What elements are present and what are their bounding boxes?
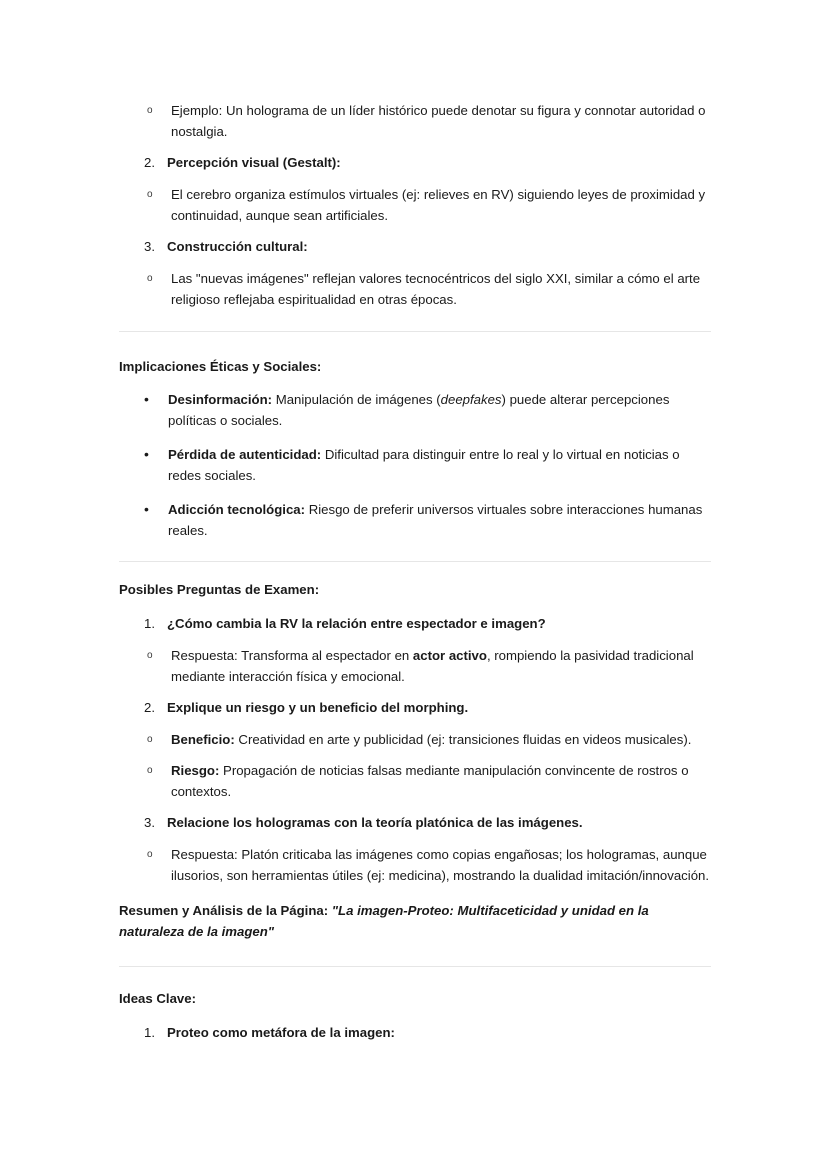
answer-text	[171, 645, 711, 687]
list-item	[119, 152, 711, 173]
list-item	[119, 697, 711, 718]
question-text: ¿Cómo cambia la RV la relación entre espectador e imagen?	[167, 616, 546, 631]
list-item-text: Ejemplo: Un holograma de un líder histórico puede denotar su figura y connotar autoridad o nostalgia.	[171, 103, 706, 139]
section-heading-resumen	[119, 900, 711, 942]
spacer	[119, 541, 711, 561]
list-item	[119, 444, 711, 486]
disc-bullet-icon: •	[144, 391, 149, 407]
spacer	[119, 377, 711, 389]
list-item-body-a: Riesgo de preferir universos virtuales sobre interacciones humanas reales.	[168, 502, 703, 538]
list-item	[119, 613, 711, 634]
list-item	[119, 184, 711, 226]
spacer	[119, 967, 711, 988]
section-heading-implicaciones: Implicaciones Éticas y Sociales:	[119, 359, 322, 374]
list-item	[119, 100, 711, 142]
list-item	[119, 268, 711, 310]
answer-bold: actor activo	[412, 648, 487, 663]
hollow-circle-bullet-icon: o	[147, 105, 153, 116]
numbered-list-ideas-clave-1	[119, 1022, 711, 1043]
spacer	[119, 142, 711, 152]
sublist-ejemplo	[119, 100, 711, 142]
spacer	[119, 634, 711, 645]
list-item	[119, 645, 711, 687]
bullet-list-implicaciones	[119, 389, 711, 431]
list-item-lead: Desinformación:	[168, 392, 273, 407]
list-number-marker: 2.	[144, 155, 155, 170]
list-item	[119, 760, 711, 802]
list-item-body-b: ) puede alterar percepciones políticas o sociales.	[168, 392, 670, 428]
hollow-circle-bullet-icon: o	[147, 734, 153, 745]
spacer	[119, 886, 711, 900]
spacer	[119, 173, 711, 184]
bullet-list-adiccion-tecnologica	[119, 499, 711, 541]
sublist-answer-1	[119, 645, 711, 687]
sublist-percepcion-visual	[119, 184, 711, 226]
list-item	[119, 812, 711, 833]
section-heading-preguntas: Posibles Preguntas de Examen:	[119, 582, 320, 597]
list-item	[119, 844, 711, 886]
list-item	[119, 1022, 711, 1043]
answer-text: Respuesta: Platón criticaba las imágenes como copias engañosas; los hologramas, aunque ilusorios, son herramientas útiles (ej: medicina), mostrando la dualidad imitación/innovación.	[171, 847, 710, 883]
numbered-question-1	[119, 613, 711, 634]
list-number-marker: 2.	[144, 700, 155, 715]
list-item-text: Las "nuevas imágenes" reflejan valores tecnocéntricos del siglo XXI, similar a cómo el arte religioso reflejaba espiritualidad en otras épocas.	[171, 271, 701, 307]
spacer	[119, 833, 711, 844]
answer-body: Creatividad en arte y publicidad (ej: transiciones fluidas en videos musicales).	[234, 732, 692, 747]
resumen-lead: Resumen y Análisis de la Página:	[119, 903, 332, 918]
answer-part-b: , rompiendo la pasividad tradicional mediante interacción física y emocional.	[171, 648, 694, 684]
hollow-circle-bullet-icon: o	[147, 849, 153, 860]
list-item-lead: Adicción tecnológica:	[168, 502, 306, 517]
list-item	[119, 499, 711, 541]
list-item-text: El cerebro organiza estímulos virtuales (ej: relieves en RV) siguiendo leyes de proximidad y continuidad, aunque sean artificiales.	[171, 187, 706, 223]
spacer	[119, 486, 711, 499]
sublist-construccion-cultural	[119, 268, 711, 310]
bullet-list-perdida-autenticidad	[119, 444, 711, 486]
list-item	[119, 729, 711, 750]
disc-bullet-icon: •	[144, 501, 149, 517]
list-item	[119, 389, 711, 431]
numbered-question-2	[119, 697, 711, 718]
sublist-beneficio	[119, 729, 711, 750]
spacer	[119, 562, 711, 579]
spacer	[119, 332, 711, 356]
list-item-body-a: Manipulación de imágenes (	[272, 392, 441, 407]
spacer	[119, 718, 711, 729]
answer-body: Propagación de noticias falsas mediante manipulación convincente de rostros o contextos.	[171, 763, 689, 799]
hollow-circle-bullet-icon: o	[147, 765, 153, 776]
hollow-circle-bullet-icon: o	[147, 189, 153, 200]
numbered-list-item-3	[119, 236, 711, 257]
numbered-question-3	[119, 812, 711, 833]
spacer	[119, 600, 711, 613]
spacer	[119, 226, 711, 236]
list-item-text	[168, 389, 711, 431]
question-text: Relacione los hologramas con la teoría platónica de las imágenes.	[167, 815, 583, 830]
hollow-circle-bullet-icon: o	[147, 273, 153, 284]
spacer	[119, 310, 711, 331]
spacer	[119, 257, 711, 268]
answer-lead: Beneficio:	[171, 732, 235, 747]
list-number-marker: 3.	[144, 239, 155, 254]
numbered-list-item-2	[119, 152, 711, 173]
list-item-heading: Construcción cultural:	[167, 239, 308, 254]
question-text: Explique un riesgo y un beneficio del morphing.	[167, 700, 469, 715]
list-number-marker: 1.	[144, 616, 155, 631]
resumen-title: "La imagen-Proteo: Multifaceticidad y unidad en la naturaleza de la imagen"	[119, 903, 649, 939]
answer-lead: Riesgo:	[171, 763, 220, 778]
list-item-lead: Pérdida de autenticidad:	[168, 447, 322, 462]
section-heading-ideas-clave: Ideas Clave:	[119, 991, 196, 1006]
spacer	[119, 687, 711, 697]
list-item-heading: Percepción visual (Gestalt):	[167, 155, 341, 170]
document-content	[119, 100, 711, 1043]
answer-part-a: Respuesta: Transforma al espectador en	[171, 648, 413, 663]
sublist-answer-3	[119, 844, 711, 886]
spacer	[119, 802, 711, 812]
answer-text	[171, 729, 711, 750]
list-number-marker: 1.	[144, 1025, 155, 1040]
spacer	[119, 750, 711, 760]
list-number-marker: 3.	[144, 815, 155, 830]
list-item-text	[168, 499, 711, 541]
answer-text	[171, 760, 711, 802]
list-item	[119, 236, 711, 257]
list-item-text	[168, 444, 711, 486]
spacer	[119, 431, 711, 444]
sublist-riesgo	[119, 760, 711, 802]
list-item-italic: deepfakes	[440, 392, 502, 407]
spacer	[119, 942, 711, 966]
list-item-body-a: Dificultad para distinguir entre lo real y lo virtual en noticias o redes sociales.	[168, 447, 680, 483]
disc-bullet-icon: •	[144, 446, 149, 462]
hollow-circle-bullet-icon: o	[147, 650, 153, 661]
list-item-heading: Proteo como metáfora de la imagen:	[167, 1025, 395, 1040]
spacer	[119, 1009, 711, 1022]
